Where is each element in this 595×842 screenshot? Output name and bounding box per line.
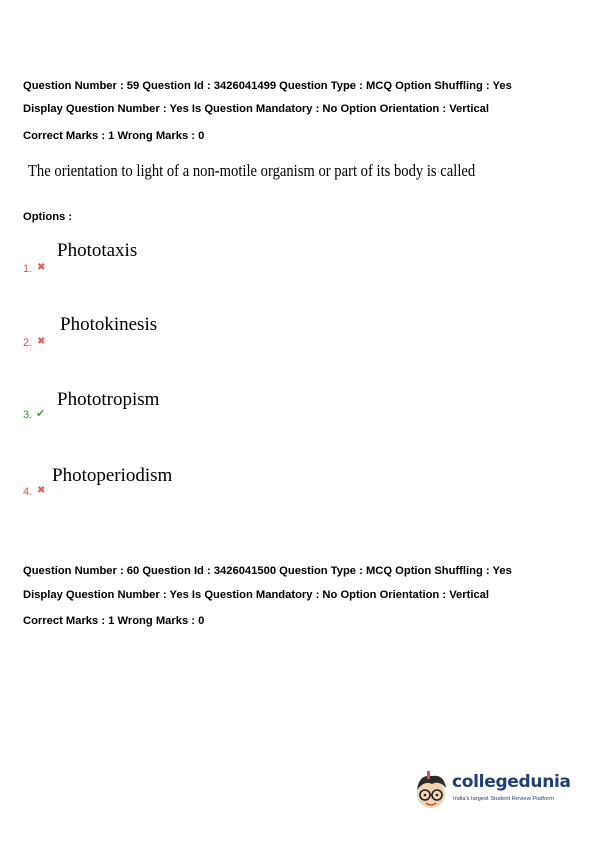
question-60-marks-line: Correct Marks : 1 Wrong Marks : 0 [23, 615, 205, 627]
question-59-text: The orientation to light of a non-motile organism or part of its body is called [28, 161, 476, 180]
question-60-meta-line-1: Question Number : 60 Question Id : 3426041500 Question Type : MCQ Option Shuffling : Yes [23, 565, 512, 577]
cross-icon: ✖ [37, 336, 46, 347]
question-59-marks-line: Correct Marks : 1 Wrong Marks : 0 [23, 130, 205, 142]
collegedunia-logo [414, 770, 571, 814]
cross-icon: ✖ [37, 262, 46, 273]
question-60-meta-line-2: Display Question Number : Yes Is Question Mandatory : No Option Orientation : Vertical [23, 589, 490, 601]
option-1-number: 1. [23, 263, 33, 275]
option-3-text: Phototropism [57, 389, 160, 410]
option-4-number: 4. [23, 486, 33, 498]
option-2 [0, 312, 595, 362]
mascot-icon [414, 770, 450, 814]
option-1 [0, 238, 595, 288]
question-59-meta-line-1: Question Number : 59 Question Id : 3426041499 Question Type : MCQ Option Shuffling : Yes [23, 80, 512, 92]
logo-tagline: India's largest Student Review Platform [453, 796, 554, 802]
option-2-text: Photokinesis [60, 314, 158, 335]
option-4 [0, 463, 595, 513]
question-59-meta-line-2: Display Question Number : Yes Is Question Mandatory : No Option Orientation : Vertical [23, 103, 490, 115]
option-3 [0, 387, 595, 437]
cross-icon: ✖ [37, 485, 46, 496]
option-3-number: 3. [23, 409, 33, 421]
options-label: Options : [23, 211, 73, 223]
logo-wordmark: collegedunia [452, 772, 571, 792]
option-2-number: 2. [23, 337, 33, 349]
option-1-text: Phototaxis [57, 240, 138, 261]
check-icon: ✔ [36, 408, 46, 420]
option-4-text: Photoperiodism [52, 465, 173, 486]
